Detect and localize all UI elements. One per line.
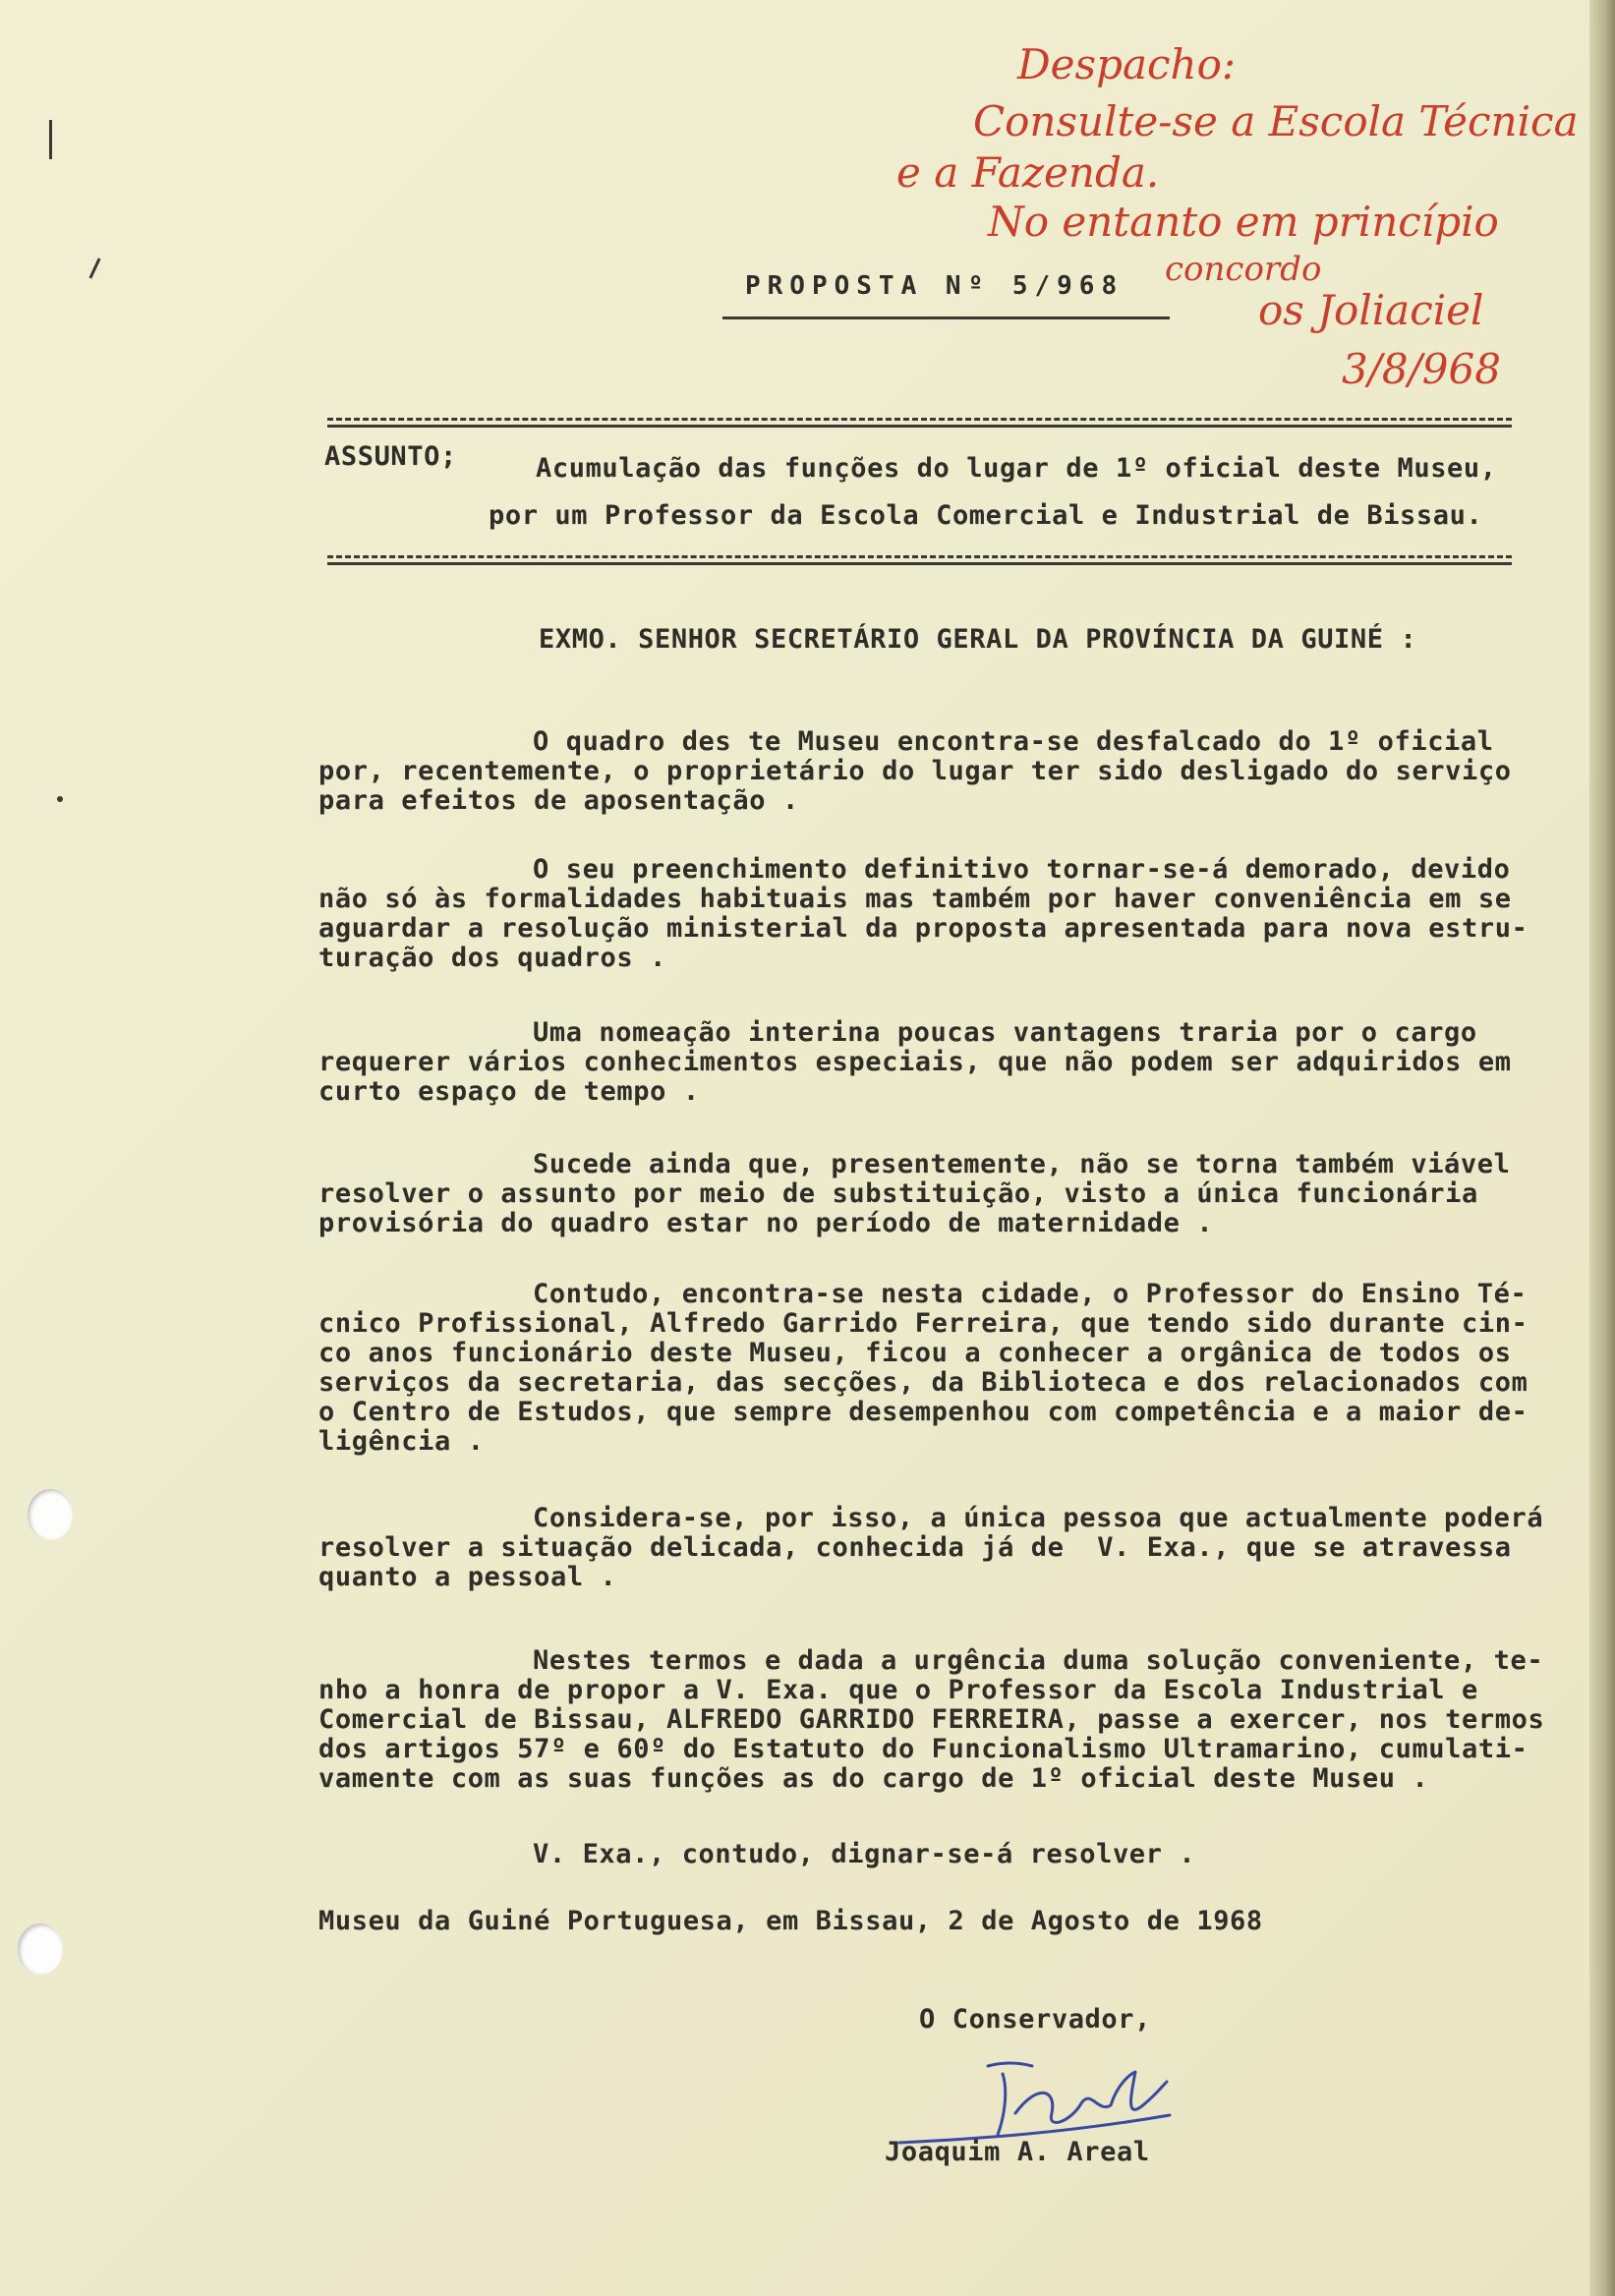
paragraph — [318, 854, 1528, 973]
paragraph-line: resolver a situação delicada, conhecida já de V. Exa., que se atravessa — [318, 1532, 1512, 1563]
paragraph-line: co anos funcionário deste Museu, ficou a conhecer a orgânica de todos os — [318, 1338, 1512, 1368]
paragraph-line: resolver o assunto por meio de substituição, visto a única funcionária — [318, 1178, 1478, 1209]
paragraph-line: O quadro des te Museu encontra-se desfalcado do 1º oficial — [533, 726, 1494, 757]
paragraph-line: turação dos quadros . — [318, 943, 666, 973]
paragraph — [318, 726, 1512, 816]
salutation: EXMO. SENHOR SECRETÁRIO GERAL DA PROVÍNCIA DA GUINÉ : — [539, 624, 1417, 655]
paragraph — [318, 1149, 1511, 1238]
paragraph-line: Uma nomeação interina poucas vantagens traria por o cargo — [533, 1017, 1477, 1048]
paragraph-line: Contudo, encontra-se nesta cidade, o Professor do Ensino Té- — [533, 1279, 1528, 1309]
paragraph-line: Comercial de Bissau, ALFREDO GARRIDO FERREIRA, passe a exercer, nos termos — [318, 1704, 1545, 1735]
paragraph-line: Nestes termos e dada a urgência duma solução conveniente, te- — [533, 1645, 1544, 1676]
paragraph-line: Considera-se, por isso, a única pessoa que actualmente poderá — [533, 1503, 1544, 1533]
signatory-role: O Conservador, — [919, 2004, 1151, 2035]
paragraph — [318, 1503, 1544, 1592]
paragraph-line: serviços da secretaria, das secções, da Biblioteca e dos relacionados com — [318, 1367, 1528, 1398]
paragraph-line: não só às formalidades habituais mas também por haver conveniência em se — [318, 884, 1512, 914]
divider-bottom — [327, 562, 1512, 565]
subject-line: por um Professor da Escola Comercial e Industrial de Bissau. — [489, 500, 1483, 531]
paragraph-line: O seu preenchimento definitivo tornar-se-á demorado, devido — [533, 854, 1511, 885]
divider-top — [327, 425, 1512, 428]
title-underline — [722, 316, 1170, 319]
paragraph-line: Sucede ainda que, presentemente, não se torna também viável — [533, 1149, 1511, 1179]
annotation-line: 3/8/968 — [1342, 345, 1501, 393]
margin-mark — [88, 258, 100, 278]
paper-edge — [1589, 0, 1615, 2296]
subject-label: ASSUNTO; — [324, 441, 457, 472]
paragraph-line: ligência . — [318, 1426, 485, 1457]
margin-mark — [49, 120, 52, 159]
paragraph-line: requerer vários conhecimentos especiais, que não podem ser adquiridos em — [318, 1047, 1512, 1077]
divider-top — [327, 418, 1512, 421]
paragraph-line: por, recentemente, o proprietário do lugar ter sido desligado do serviço — [318, 756, 1512, 786]
document-title: PROPOSTA Nº 5/968 — [745, 271, 1125, 301]
annotation-line: Despacho: — [1017, 40, 1237, 88]
divider-bottom — [327, 555, 1512, 558]
annotation-line: concordo — [1165, 250, 1322, 289]
paragraph-line: curto espaço de tempo . — [318, 1076, 700, 1107]
paragraph-line: cnico Profissional, Alfredo Garrido Ferreira, que tendo sido durante cin- — [318, 1308, 1528, 1339]
annotation-line: No entanto em princípio — [988, 198, 1499, 246]
paragraph — [318, 1645, 1545, 1794]
annotation-line: os Joliaciel — [1258, 286, 1484, 334]
subject-line: Acumulação das funções do lugar de 1º oficial deste Museu, — [536, 453, 1497, 484]
annotation-line: Consulte-se a Escola Técnica — [973, 97, 1579, 145]
signatory-name: Joaquim A. Areal — [885, 2137, 1150, 2167]
paragraph-line: para efeitos de aposentação . — [318, 785, 799, 816]
paragraph-line: nho a honra de propor a V. Exa. que o Professor da Escola Industrial e — [318, 1675, 1478, 1705]
annotation-line: e a Fazenda. — [896, 148, 1160, 197]
place-date: Museu da Guiné Portuguesa, em Bissau, 2 de Agosto de 1968 — [318, 1906, 1263, 1936]
paragraph-line: provisória do quadro estar no período de maternidade . — [318, 1208, 1214, 1238]
paragraph — [318, 1279, 1528, 1457]
paragraph-line: quanto a pessoal . — [318, 1562, 617, 1592]
closing-line: V. Exa., contudo, dignar-se-á resolver . — [533, 1839, 1196, 1869]
paragraph-line: vamente com as suas funções as do cargo de 1º oficial deste Museu . — [318, 1763, 1429, 1794]
signature-stroke — [899, 2063, 1170, 2143]
paragraph-line: dos artigos 57º e 60º do Estatuto do Funcionalismo Ultramarino, cumulati- — [318, 1734, 1528, 1764]
paragraph-line: o Centro de Estudos, que sempre desempenhou com competência e a maior de- — [318, 1397, 1528, 1427]
paragraph-line: aguardar a resolução ministerial da proposta apresentada para nova estru- — [318, 913, 1528, 944]
punch-hole-top — [28, 1489, 73, 1540]
paragraph — [318, 1017, 1512, 1107]
punch-hole-bottom — [18, 1923, 63, 1975]
margin-dot — [57, 796, 63, 802]
